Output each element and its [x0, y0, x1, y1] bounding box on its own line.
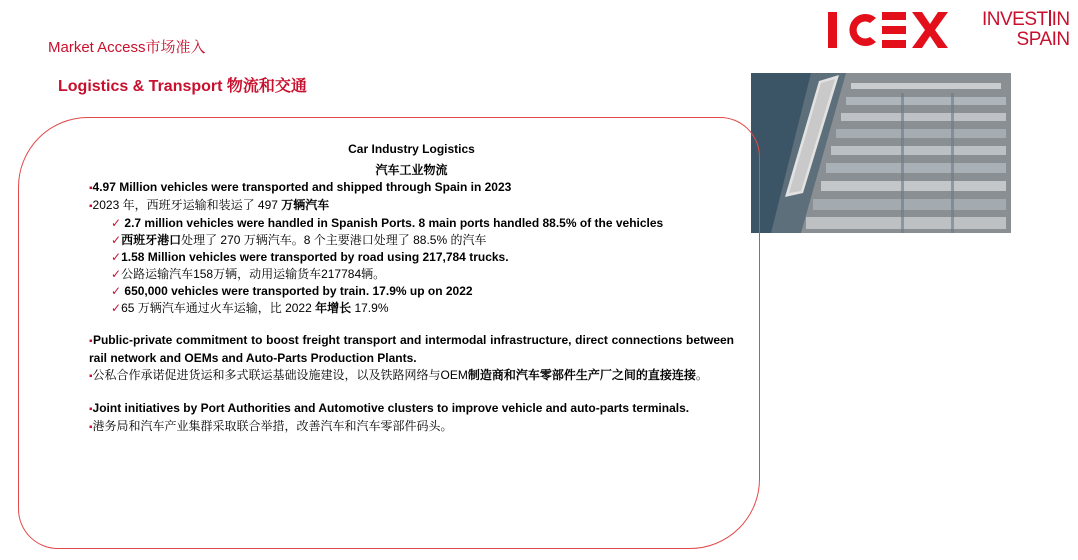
checkmark-icon: ✓ — [111, 284, 122, 298]
bullet-2-en: ▪Public-private commitment to boost freight transport and intermodal infrastructure, direct connections between rail network and OEMs and Auto-Parts Production Plants. — [89, 333, 734, 365]
panel-content — [89, 141, 734, 436]
page-title: Market Access市场准入 — [48, 39, 206, 56]
bullet-1-cn: ▪2023 年，西班牙运输和装运了 497 万辆汽车 — [89, 198, 330, 212]
sub-2-en: ✓1.58 Million vehicles were transported by road using 217,784 trucks. — [111, 250, 509, 264]
spain-line: SPAIN — [1016, 29, 1070, 50]
bullet-icon: ▪ — [89, 422, 93, 433]
checkmark-icon: ✓ — [111, 301, 122, 315]
panel-heading-en: Car Industry Logistics — [348, 142, 475, 156]
sub-1-cn: ✓西班牙港口处理了 270 万辆汽车。8 个主要港口处理了 88.5% 的汽车 — [111, 233, 487, 247]
invest-in-spain-logo — [982, 10, 1070, 50]
panel-heading-cn: 汽车工业物流 — [375, 163, 448, 177]
section-title: Logistics & Transport 物流和交通 — [58, 78, 307, 95]
checkmark-icon: ✓ — [111, 216, 122, 230]
bullet-icon: ▪ — [89, 336, 93, 347]
spacer — [89, 317, 734, 332]
sub-2-cn: ✓公路运输汽车158万辆，动用运输货车217784辆。 — [111, 267, 386, 281]
logo-bar — [1049, 10, 1051, 26]
icex-logo-mark — [826, 10, 950, 50]
checkmark-icon: ✓ — [111, 267, 122, 281]
sub-1-en: ✓ 2.7 million vehicles were handled in Spanish Ports. 8 main ports handled 88.5% of the vehicles — [111, 216, 664, 230]
port-aerial-photo — [751, 73, 1011, 233]
spacer — [89, 385, 734, 400]
icex-logo — [826, 10, 950, 58]
checkmark-icon: ✓ — [111, 250, 122, 264]
bullet-icon: ▪ — [89, 183, 93, 194]
bullet-icon: ▪ — [89, 404, 93, 415]
bullet-icon: ▪ — [89, 371, 93, 382]
checkmark-icon: ✓ — [111, 233, 122, 247]
bullet-icon: ▪ — [89, 201, 93, 212]
bullet-1-en: ▪4.97 Million vehicles were transported and shipped through Spain in 2023 — [89, 180, 512, 194]
invest-in-line: INVEST IN — [982, 9, 1070, 30]
bullet-3-en: ▪Joint initiatives by Port Authorities and Automotive clusters to improve vehicle and auto-parts terminals. — [89, 401, 690, 415]
bullet-3-cn: ▪港务局和汽车产业集群采取联合举措，改善汽车和汽车零部件码头。 — [89, 419, 453, 433]
sub-3-en: ✓ 650,000 vehicles were transported by train. 17.9% up on 2022 — [111, 284, 473, 298]
bullet-2-cn: ▪公私合作承诺促进货运和多式联运基础设施建设，以及铁路网络与OEM制造商和汽车零部件生产厂之间的直接连接。 — [89, 368, 708, 382]
sub-3-cn: ✓65 万辆汽车通过火车运输，比 2022 年增长 17.9% — [111, 301, 389, 315]
